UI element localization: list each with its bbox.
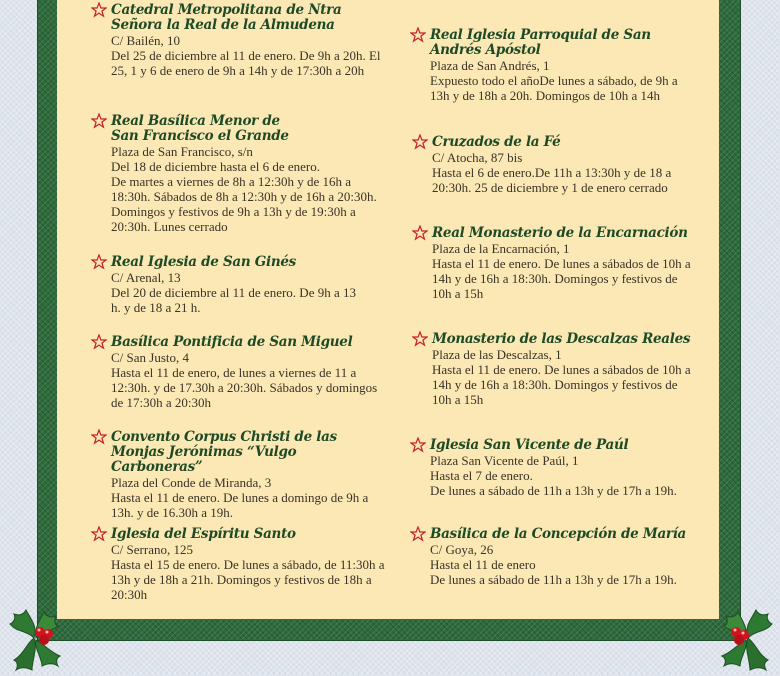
holly-icon	[4, 604, 66, 672]
church-address: Plaza del Conde de Miranda, 3	[111, 475, 272, 490]
star-icon	[412, 134, 428, 150]
church-title[interactable]: Convento Corpus Christi de las Monjas Jerónimas “Vulgo Carboneras”	[111, 429, 337, 475]
church-address: C/ Goya, 26	[430, 542, 494, 557]
church-title[interactable]: Real Iglesia Parroquial de San Andrés Apóstol	[430, 27, 651, 58]
church-address: C/ Bailén, 10	[111, 33, 180, 48]
church-hours: Hasta el 7 de enero. De lunes a sábado de 11h a 13h y de 17h a 19h.	[430, 468, 677, 498]
list-item	[111, 3, 386, 78]
church-address: C/ Serrano, 125	[111, 542, 193, 557]
church-address: Plaza de las Descalzas, 1	[432, 347, 562, 362]
church-address: Plaza San Vicente de Paúl, 1	[430, 453, 579, 468]
star-icon	[91, 2, 107, 18]
church-title[interactable]: Iglesia San Vicente de Paúl	[430, 437, 629, 453]
church-address: Plaza de San Andrés, 1	[430, 58, 550, 73]
church-hours: Del 20 de diciembre al 11 de enero. De 9h a 13 h. y de 18 a 21 h.	[111, 285, 356, 315]
list-item	[430, 28, 695, 103]
church-title[interactable]: Catedral Metropolitana de Ntra Señora la Real de la Almudena	[111, 2, 342, 33]
church-title[interactable]: Cruzados de la Fé	[432, 134, 561, 150]
church-title[interactable]: Iglesia del Espíritu Santo	[111, 526, 296, 542]
star-icon	[91, 334, 107, 350]
list-item	[432, 226, 697, 301]
church-hours: Del 18 de diciembre hasta el 6 de enero. De martes a viernes de 8h a 12:30h y de 16h a 18:30h. Sábados de 8h a 12:30h y de 16h a 20:30h. Domingos y festivos de 9h a 13h y de 19:30h a 20:30h. Lunes cerrado	[111, 159, 377, 234]
church-address: Plaza de la Encarnación, 1	[432, 241, 570, 256]
church-hours: Hasta el 6 de enero.De 11h a 13:30h y de 18 a 20:30h. 25 de diciembre y 1 de enero cerrado	[432, 165, 672, 195]
list-item	[432, 135, 694, 195]
church-hours: Hasta el 15 de enero. De lunes a sábado, de 11:30h a 13h y de 18h a 21h. Domingos y festivos de 18h a 20:30h	[111, 557, 385, 602]
church-hours: Del 25 de diciembre al 11 de enero. De 9h a 20h. El 25, 1 y 6 de enero de 9h a 14h y de 17:30h a 20h	[111, 48, 381, 78]
church-title[interactable]: Real Monasterio de la Encarnación	[432, 225, 688, 241]
church-title[interactable]: Real Basílica Menor de San Francisco el Grande	[111, 113, 289, 144]
list-item	[111, 430, 383, 520]
church-hours: Hasta el 11 de enero. De lunes a domingo de 9h a 13h. y de 16.30h a 19h.	[111, 490, 369, 520]
list-item	[430, 438, 695, 498]
star-icon	[410, 27, 426, 43]
star-icon	[91, 526, 107, 542]
church-title[interactable]: Real Iglesia de San Ginés	[111, 254, 296, 270]
star-icon	[91, 429, 107, 445]
list-item	[111, 114, 393, 234]
star-icon	[91, 254, 107, 270]
list-item	[430, 527, 695, 587]
star-icon	[412, 331, 428, 347]
church-hours: Expuesto todo el añoDe lunes a sábado, de 9h a 13h y de 18h a 20h. Domingos de 10h a 14h	[430, 73, 678, 103]
church-hours: Hasta el 11 de enero, de lunes a viernes de 11 a 12:30h. y de 17.30h a 20:30h. Sábados y domingos de 17:30h a 20:30h	[111, 365, 378, 410]
list-item	[111, 335, 381, 410]
church-title[interactable]: Basílica de la Concepción de María	[430, 526, 687, 542]
star-icon	[410, 437, 426, 453]
church-hours: Hasta el 11 de enero. De lunes a sábados de 10h a 14h y de 16h a 18:30h. Domingos y festivos de 10h a 15h	[432, 362, 691, 407]
star-icon	[91, 113, 107, 129]
list-item	[111, 527, 386, 602]
list-item	[432, 332, 697, 407]
star-icon	[412, 225, 428, 241]
church-address: C/ Atocha, 87 bis	[432, 150, 523, 165]
church-title[interactable]: Monasterio de las Descalzas Reales	[432, 331, 691, 347]
star-icon	[410, 526, 426, 542]
holly-icon	[716, 604, 778, 672]
church-address: C/ San Justo, 4	[111, 350, 190, 365]
church-title[interactable]: Basílica Pontificia de San Miguel	[111, 334, 353, 350]
list-item	[111, 255, 371, 315]
church-hours: Hasta el 11 de enero. De lunes a sábados de 10h a 14h y de 16h a 18:30h. Domingos y festivos de 10h a 15h	[432, 256, 691, 301]
church-address: C/ Arenal, 13	[111, 270, 181, 285]
church-hours: Hasta el 11 de enero De lunes a sábado de 11h a 13h y de 17h a 19h.	[430, 557, 677, 587]
church-address: Plaza de San Francisco, s/n	[111, 144, 253, 159]
